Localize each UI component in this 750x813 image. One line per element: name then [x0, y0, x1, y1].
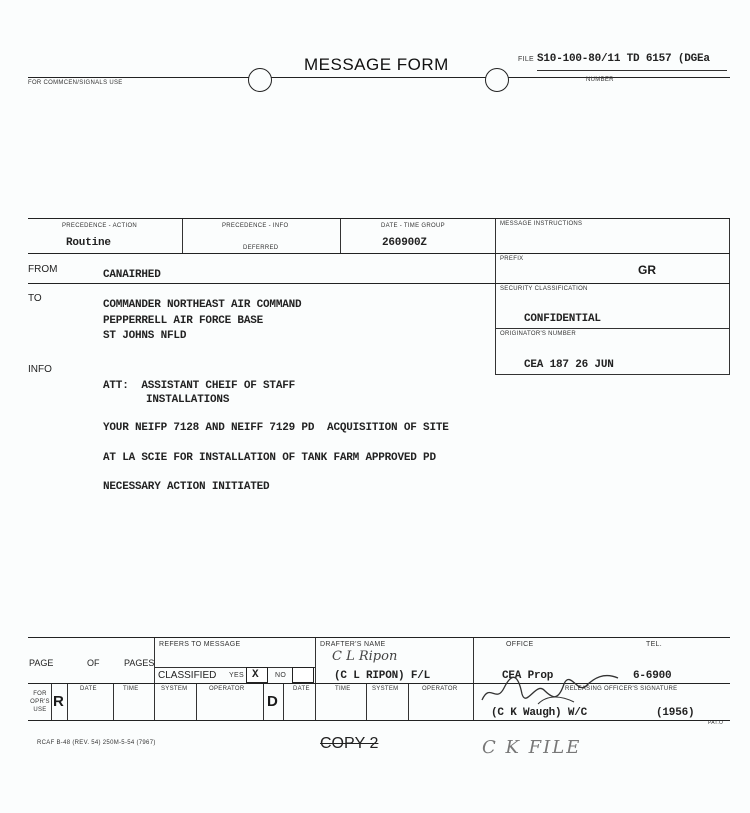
binder-hole-right	[485, 68, 509, 92]
opr-system-label-2: SYSTEM	[372, 686, 399, 692]
dtg-label: DATE - TIME GROUP	[381, 223, 445, 229]
originator-number-value: CEA 187 26 JUN	[524, 359, 614, 371]
message-instructions-label: MESSAGE INSTRUCTIONS	[500, 221, 583, 227]
page-label: PAGE	[29, 658, 54, 668]
tel-value: 6-6900	[633, 670, 672, 682]
opr-divider-1	[67, 684, 68, 720]
precedence-action-value: Routine	[66, 237, 111, 249]
opr-code-d: D	[267, 693, 278, 710]
opr-divider-4	[263, 684, 264, 720]
releasing-year: (1956)	[656, 707, 695, 719]
file-number: S10-100-80/11 TD 6157 (DGEa	[537, 53, 710, 65]
footer-top-rule	[28, 637, 730, 638]
security-classification-value: CONFIDENTIAL	[524, 313, 601, 325]
opr-divider-3	[196, 684, 197, 720]
right-panel-divider	[495, 219, 496, 375]
info-label: INFO	[28, 364, 52, 375]
footer-divider-refers	[315, 638, 316, 720]
opr-divider-7	[408, 684, 409, 720]
body-line-1: YOUR NEIFP 7128 AND NEIFF 7129 PD ACQUISITION OF SITE	[103, 422, 449, 434]
classified-yes-label: YES	[229, 672, 244, 679]
att-line-1: ATT: ASSISTANT CHEIF OF STAFF	[103, 380, 296, 392]
opr-operator-label-2: OPERATOR	[422, 686, 458, 692]
from-top-rule	[28, 253, 730, 254]
classified-yes-mark: X	[252, 669, 259, 681]
from-value: CANAIRHED	[103, 269, 161, 281]
precedence-info-value: DEFERRED	[243, 245, 279, 251]
drafters-name-label: DRAFTER'S NAME	[320, 641, 386, 648]
dtg-value: 260900Z	[382, 237, 427, 249]
copy-label: COPY 2	[320, 735, 379, 752]
drafter-value: (C L RIPON) F/L	[334, 670, 431, 682]
file-label: FILE	[518, 56, 534, 63]
drafter-signature: C L Ripon	[332, 649, 398, 664]
opr-divider-6	[366, 684, 367, 720]
file-underline	[537, 70, 727, 71]
footer-divider-drafter	[473, 638, 474, 720]
to-line-3: ST JOHNS NFLD	[103, 330, 187, 342]
att-line-2: INSTALLATIONS	[146, 394, 230, 406]
precedence-divider-2	[340, 219, 341, 253]
form-code: RCAF B-48 (REV. 54) 250M-5-54 (7967)	[37, 740, 156, 746]
to-line-1: COMMANDER NORTHEAST AIR COMMAND	[103, 299, 302, 311]
precedence-action-label: PRECEDENCE - ACTION	[62, 223, 138, 229]
classified-no-checkbox[interactable]	[292, 667, 314, 683]
prefix-value: GR	[638, 263, 656, 277]
precedence-top-rule	[28, 218, 730, 219]
prefix-label: PREFIX	[500, 256, 524, 262]
opr-code-r: R	[53, 693, 64, 710]
body-line-3: NECESSARY ACTION INITIATED	[103, 481, 270, 493]
classified-no-label: NO	[275, 672, 287, 679]
releasing-officer-label: RELEASING OFFICER'S SIGNATURE	[565, 686, 678, 692]
number-label: NUMBER	[586, 77, 614, 83]
binder-hole-left	[248, 68, 272, 92]
refers-to-message-label: REFERS TO MESSAGE	[159, 641, 241, 648]
form-title: MESSAGE FORM	[304, 55, 449, 74]
office-value: CEA Prop	[502, 670, 554, 682]
right-panel-edge	[729, 219, 730, 375]
originator-number-label: ORIGINATOR'S NUMBER	[500, 331, 576, 337]
opr-divider-2	[113, 684, 114, 720]
opr-system-label: SYSTEM	[161, 686, 188, 692]
ck-file-annotation: C K FILE	[482, 737, 582, 758]
opr-operator-label: OPERATOR	[209, 686, 245, 692]
header-rule	[28, 77, 730, 78]
body-line-2: AT LA SCIE FOR INSTALLATION OF TANK FARM APPROVED PD	[103, 452, 436, 464]
precedence-info-label: PRECEDENCE - INFO	[222, 223, 289, 229]
commcen-label: FOR COMMCEN/SIGNALS USE	[28, 80, 123, 86]
security-classification-label: SECURITY CLASSIFICATION	[500, 286, 588, 292]
precedence-divider-1	[182, 219, 183, 253]
of-label: OF	[87, 658, 100, 668]
opr-date-label-2: DATE	[293, 686, 310, 692]
classified-top-rule	[154, 667, 315, 668]
classified-label: CLASSIFIED	[158, 670, 217, 681]
opr-divider-5	[283, 684, 284, 720]
to-line-2: PEPPERRELL AIR FORCE BASE	[103, 315, 264, 327]
opr-divider-0	[51, 684, 52, 720]
opr-time-label: TIME	[123, 686, 139, 692]
opr-date-label: DATE	[80, 686, 97, 692]
opr-time-label-2: TIME	[335, 686, 351, 692]
to-top-rule	[28, 283, 730, 284]
releasing-officer-value: (C K Waugh) W/C	[491, 707, 588, 719]
tel-label: TEL.	[646, 641, 662, 648]
classified-yes-checkbox[interactable]	[246, 667, 268, 683]
for-oprs-use-label: FOR OPR'S USE	[30, 691, 50, 713]
footer-bottom-rule	[28, 720, 730, 721]
office-label: OFFICE	[506, 641, 534, 648]
pages-label: PAGES	[124, 658, 155, 668]
security-bottom-rule	[496, 328, 730, 329]
originator-bottom-rule	[496, 374, 730, 375]
footer-divider-page	[154, 638, 155, 720]
pat-label: PAT.O	[708, 720, 724, 726]
from-label: FROM	[28, 264, 58, 275]
releasing-officer-signature	[478, 664, 628, 710]
to-label: TO	[28, 293, 42, 304]
